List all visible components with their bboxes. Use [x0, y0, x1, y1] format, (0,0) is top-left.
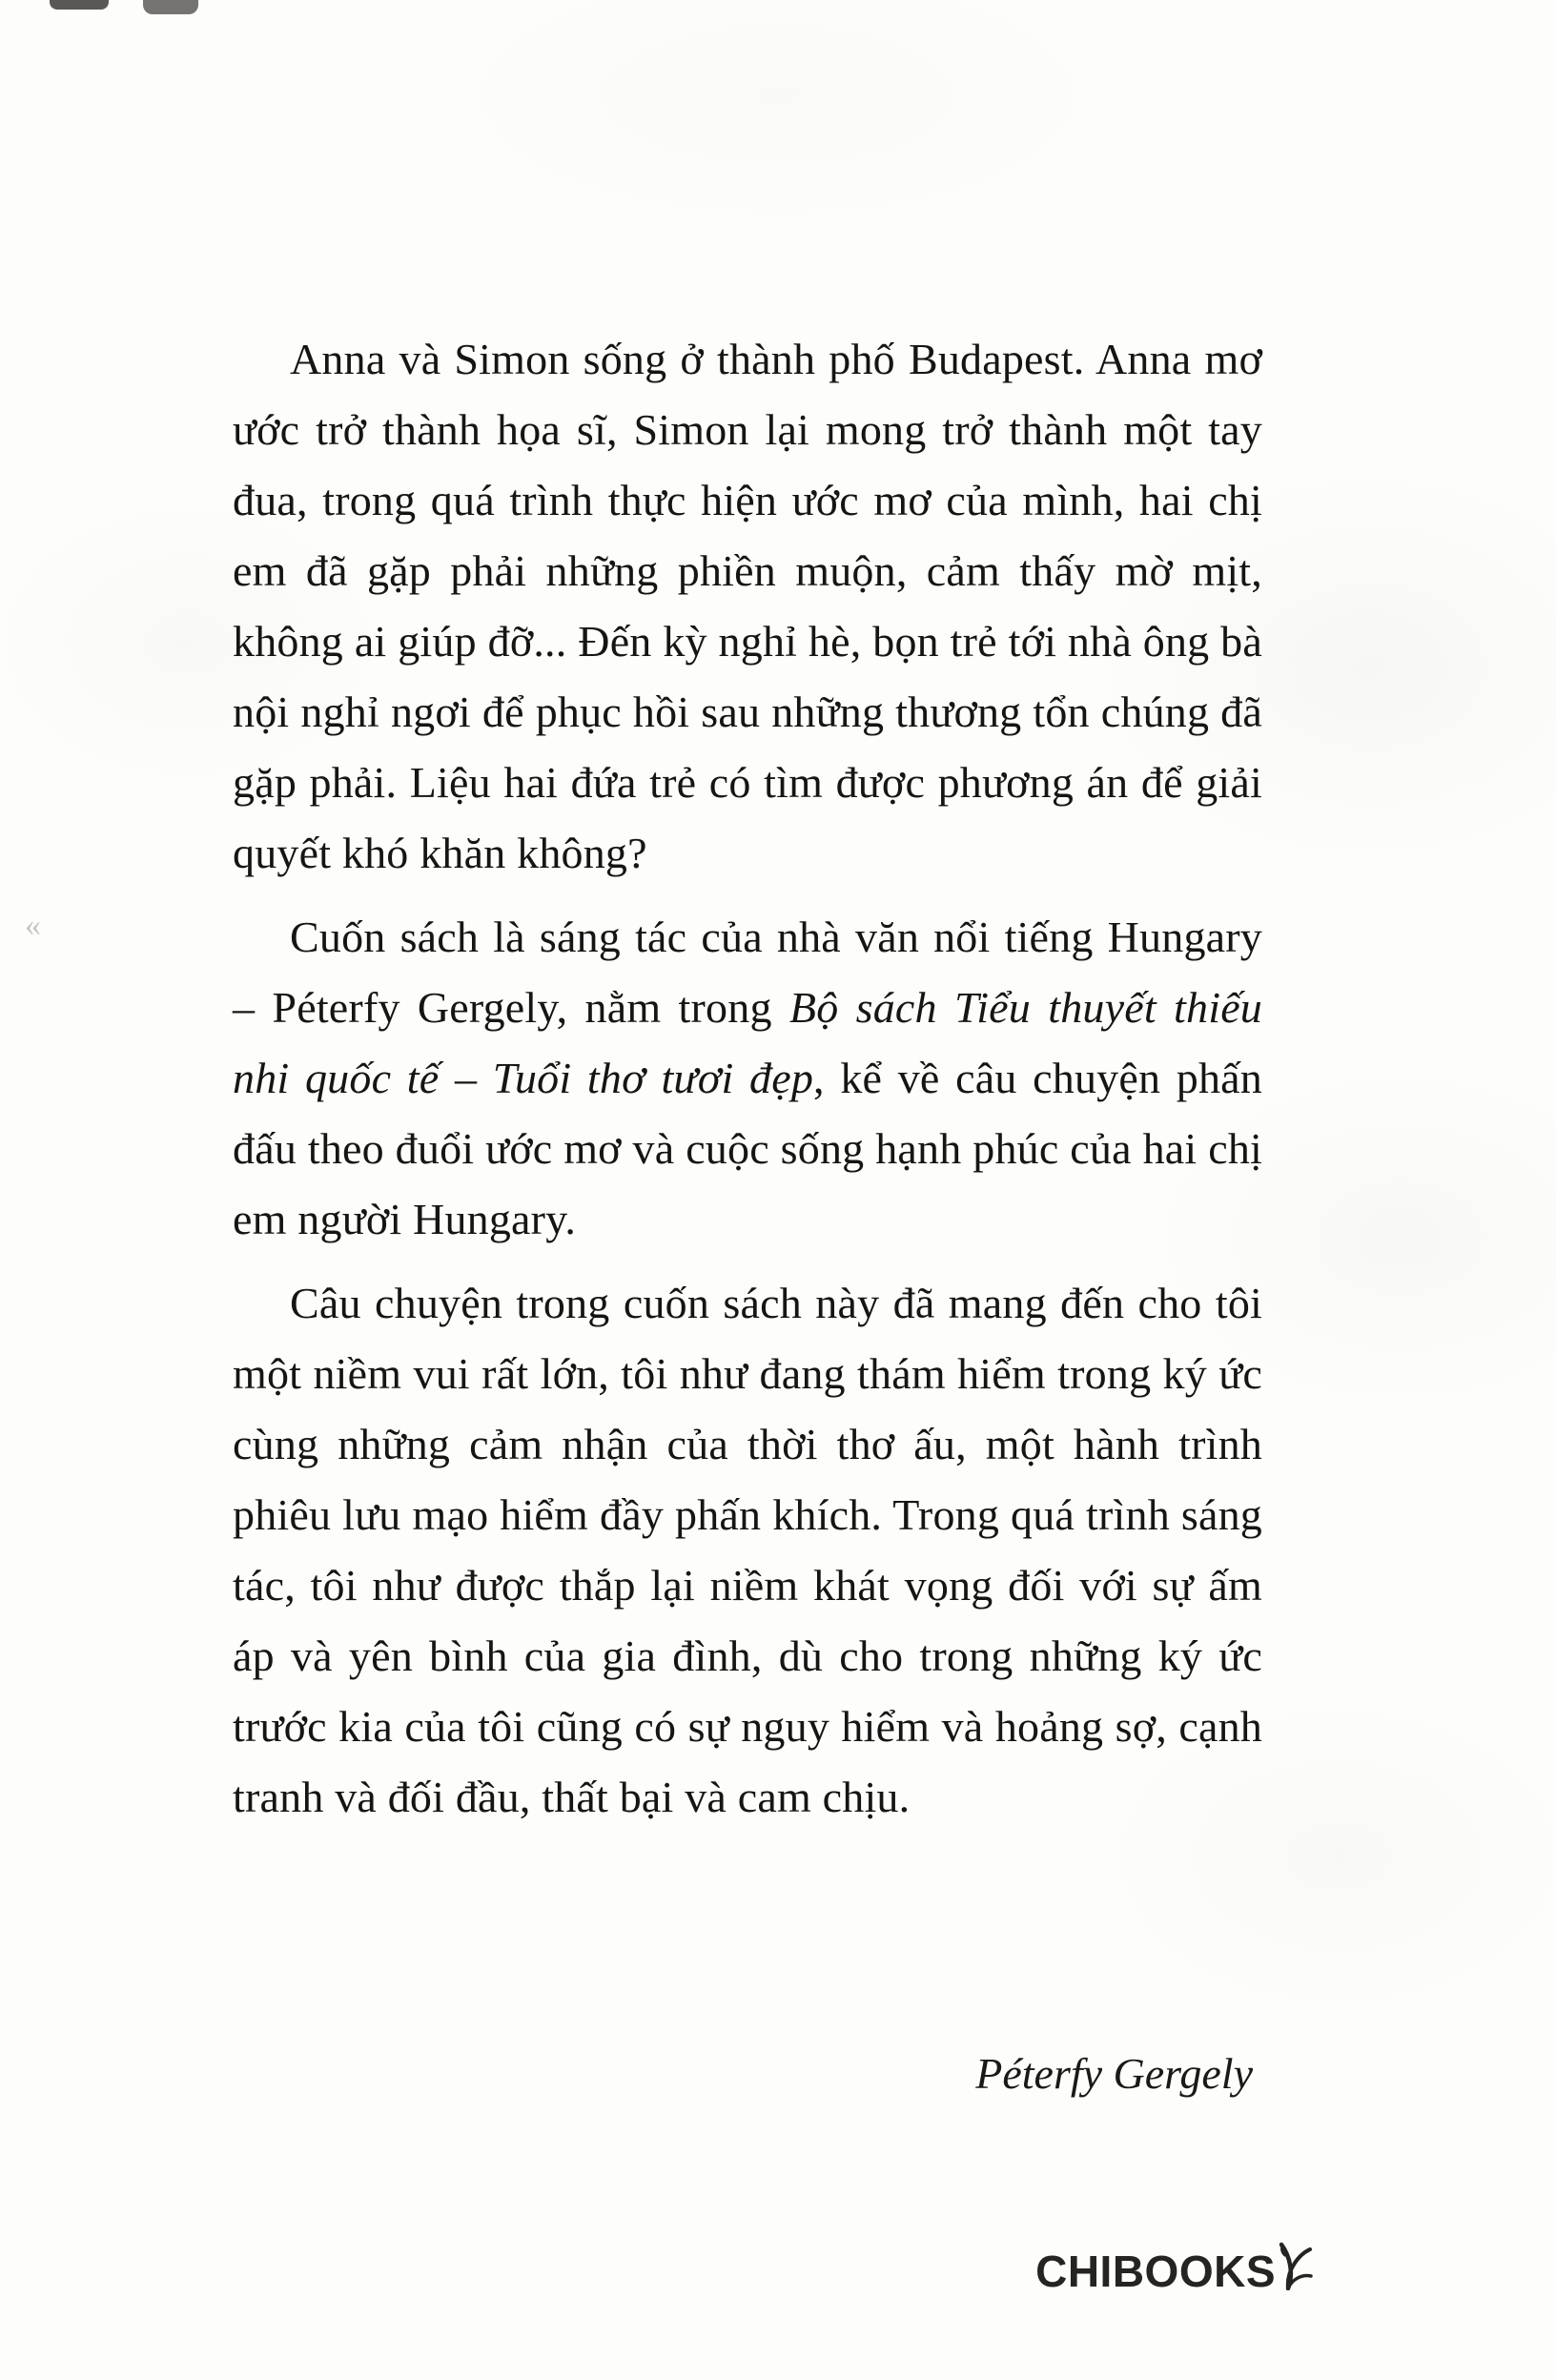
chibooks-logo-text: CHIBOOKS — [1035, 2246, 1276, 2296]
paragraph-text: Câu chuyện trong cuốn sách này đã mang đến cho tôi một niềm vui rất lớn, tôi như đang thám hiểm trong ký ức cùng những cảm nhận của thời thơ ấu, một hành trình phiêu lưu mạo hiểm đầy phấn khích. Trong quá trình sáng tác, tôi như được thắp lại niềm khát vọng đối với sự ấm áp và yên bình của gia đình, dù cho trong những ký ức trước kia của tôi cũng có sự nguy hiểm và hoảng sợ, cạnh tranh và đối đầu, thất bại và cam chịu. — [233, 1279, 1262, 1821]
paragraph-text: Cuốn sách là sáng tác của nhà văn nổi tiếng Hungary – Péterfy Gergely, nằm trong — [233, 913, 1262, 1032]
scan-artifact — [143, 0, 198, 14]
author-signature: Péterfy Gergely — [975, 2049, 1253, 2098]
paragraph-intro — [233, 324, 1262, 889]
paragraph-text: , kể về câu chuyện phấn đấu theo đuổi ước mơ và cuộc sống hạnh phúc của hai chị em người Hungary. — [233, 1054, 1262, 1243]
chibooks-logo — [1035, 2235, 1314, 2307]
series-title-italic: Bộ sách Tiểu thuyết thiếu nhi quốc tế – Tuổi thơ tươi đẹp — [233, 983, 1263, 1102]
paragraph-author-note — [233, 1268, 1262, 1833]
body-text — [233, 324, 1262, 1846]
scan-artifact — [50, 0, 109, 10]
paragraph-about-book — [233, 902, 1262, 1255]
paragraph-text: Anna và Simon sống ở thành phố Budapest. Anna mơ ước trở thành họa sĩ, Simon lại mong trở thành một tay đua, trong quá trình thực hiện ước mơ của mình, hai chị em đã gặp phải những phiền muộn, cảm thấy mờ mịt, không ai giúp đỡ... Đến kỳ nghỉ hè, bọn trẻ tới nhà ông bà nội nghỉ ngơi để phục hồi sau những thương tổn chúng đã gặp phải. Liệu hai đứa trẻ có tìm được phương án để giải quyết khó khăn không? — [233, 335, 1262, 877]
leaf-flourish-icon — [1274, 2235, 1314, 2301]
scan-artifact-mark: « — [25, 908, 41, 943]
